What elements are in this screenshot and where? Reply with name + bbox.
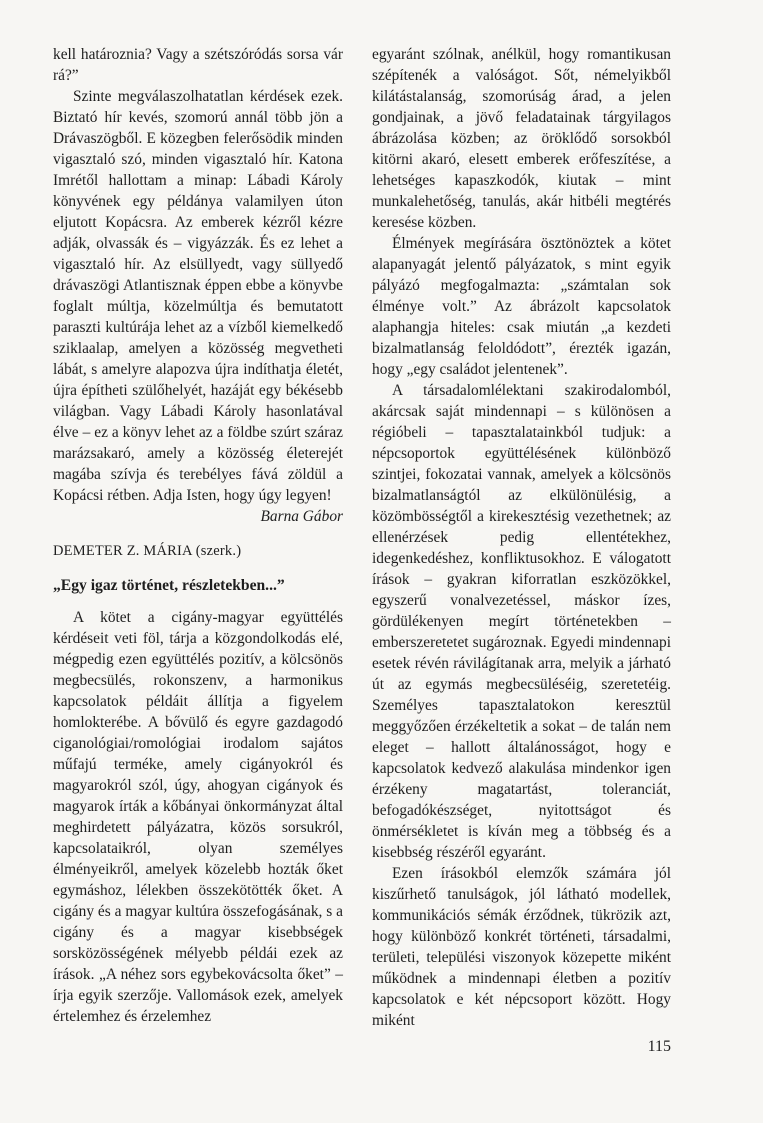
review-book-title: „Egy igaz történet, részletekben...” bbox=[53, 577, 285, 594]
paragraph: A kötet a cigány-magyar együttélés kérdéseit veti föl, tárja a közgondolkodás elé, mégpedig ezen együttélés pozitív, a kölcsönös megbecsülés, rokonszenv, a harmonikus kapcsolatok példáit állítja a figyelem homlokterébe. A bővülő és egyre gazdagodó ciganológiai/romológiai irodalom sajátos műfajú terméke, amely cigányokról és magyarokról szól, úgy, ahogyan cigányok és magyarok írták a kőbányai önkormányzat által meghirdetett pályázatra, közös sorsukról, kapcsolataikról, olyan személyes élményeikről, amelyek közelebb hozták őket egymáshoz, lélekben összekötötték őket. A cigány és a magyar kultúra összefogásának, s a cigány és a magyar kisebbségek sorsközösségének mélyebb példái ezek az írások. „A néhez sors egybekovácsolta őket” – írja egyik szerzője. Vallomások ezek, amelyek értelemhez és érzelemhez bbox=[53, 609, 343, 1025]
page-number: 115 bbox=[647, 1038, 671, 1055]
review-author-heading: DEMETER Z. MÁRIA (szerk.) bbox=[53, 543, 242, 559]
paragraph: Ezen írásokból elemzők számára jól kiszűrhető tanulságok, jól látható modellek, kommunikációs sémák érződnek, tükrözik azt, hogy különböző konkrét történeti, társadalmi, területi, települési viszonyok közepette miként működnek a mindennapi életben a pozitív kapcsolatok e két népcsoport között. Hogy miként bbox=[372, 865, 671, 1029]
paragraph: A társadalomlélektani szakirodalomból, akárcsak saját mindennapi – s különösen a régióbeli – tapasztalatainkból tudjuk: a népcsoportok együttélésének különböző szintjei, fokozatai vannak, amelyek a kölcsönös bizalmatlanságtól az elkülönülésig, a közömbösségtől a kirekesztésig vezethetnek; az ellenérzések pedig ellentétekhez, idegenkedéshez, konfliktusokhoz. E válogatott írások – gyakran kiforratlan eszközökkel, egyszerű vonalvezetéssel, máskor ízes, gördülékenyen megírt történetekben – emberszeretetet sugároznak. Egyedi mindennapi esetek révén rávilágítanak arra, melyik a járható út az egymás megbecsüléséig, szeretetéig. Személyes tapasztalatokon keresztül meggyőzően érzékeltetik a sokat – de talán nem eleget – hallott általánosságot, hogy e kapcsolatok kedvező alakulása mindenkor igen érzékeny magatartást, toleranciát, befogadókészséget, nyitottságot és önmérsékletet is kíván meg a többség és a kisebbség részéről egyaránt. bbox=[372, 382, 671, 861]
left-column bbox=[53, 44, 343, 1027]
reviewer-signature: Barna Gábor bbox=[260, 508, 343, 525]
paragraph: Élmények megírására ösztönöztek a kötet alapanyagát jelentő pályázatok, s mint egyik pályázó megfogalmazta: „számtalan sok élménye volt.” Az ábrázolt kapcsolatok alaphangja hiteles: csak miután „a kezdeti bizalmatlanság feloldódott”, érezték igazán, hogy „egy családot jelentenek”. bbox=[372, 235, 671, 378]
right-column bbox=[372, 44, 671, 1031]
paragraph-continuation: egyaránt szólnak, anélkül, hogy romantikusan szépítenék a valóságot. Sőt, némelyikből kilátástalanság, szomorúság árad, a jelen gondjainak, a jövő feladatainak tárgyilagos ábrázolása közben; az öröklődő sorsokból kitörni akaró, elesett emberek erőfeszítése, a lehetséges kapaszkodók, kiutak – mint munkalehetőség, tanulás, akár hitbéli megtérés keresése közben. bbox=[372, 46, 671, 231]
paragraph: Szinte megválaszolhatatlan kérdések ezek. Biztató hír kevés, szomorú annál több jön a Drávaszögből. E közegben felerősödik minden vigasztaló szó, minden vigasztaló hír. Katona Imrétől hallottam a minap: Lábadi Károly könyvének egy példánya valamilyen úton eljutott Kopácsra. Az emberek kézről kézre adják, olvassák és – vigyázzák. És ez lehet a vigasztaló hír. Az elsüllyedt, vagy süllyedő drávaszögi Atlantisznak éppen ebbe a könyvbe foglalt múltja, közelmúltja és bemutatott paraszti kultúrája lehet az a vízből kiemelkedő sziklaalap, amelyen a közösség megvetheti lábát, s amelyre alapozva újra indíthatja életét, újra építheti szülőhelyét, hazáját egy békésebb világban. Vagy Lábadi Károly hasonlatával élve – ez a könyv lehet az a földbe szúrt száraz marázsakaró, amely a közösség életerejét magába szívja és terebélyes fává zöldül a Kopácsi rétben. Adja Isten, hogy úgy legyen! bbox=[53, 88, 343, 504]
paragraph-continuation: kell határoznia? Vagy a szétszóródás sorsa vár rá?” bbox=[53, 46, 343, 84]
